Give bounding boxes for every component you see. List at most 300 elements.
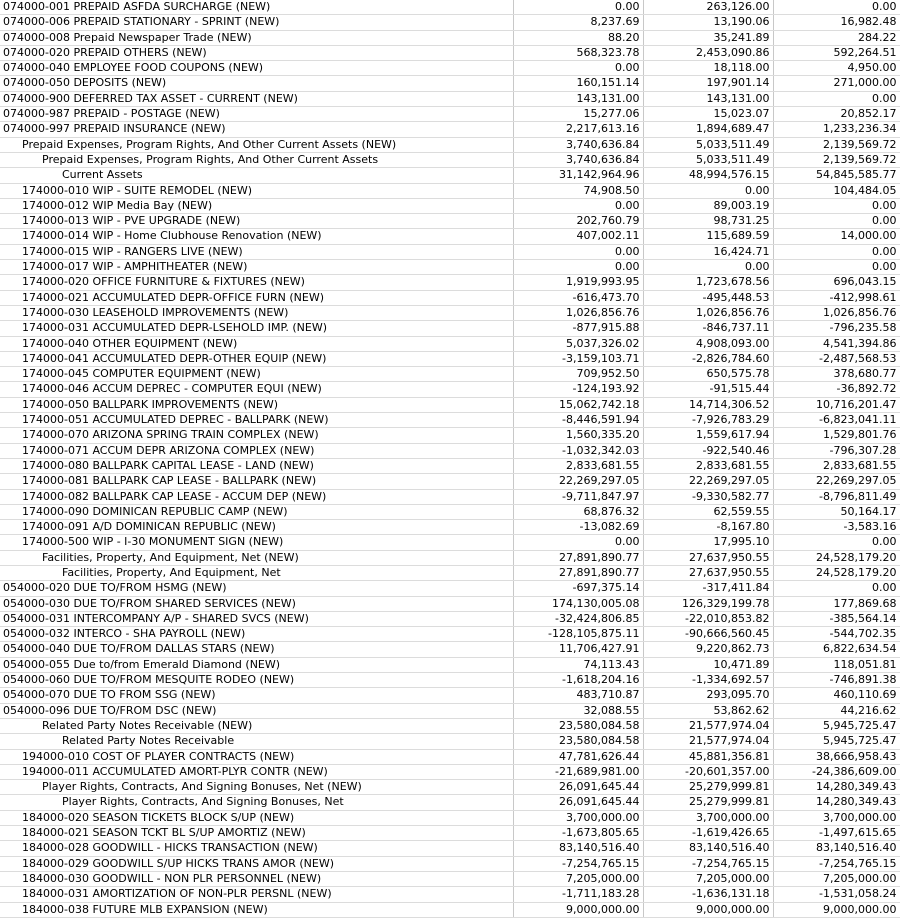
account-label-cell[interactable]: 174000-021 ACCUMULATED DEPR-OFFICE FURN (NEW): [0, 290, 513, 305]
account-label-cell[interactable]: 074000-987 PREPAID - POSTAGE (NEW): [0, 107, 513, 122]
table-row[interactable]: [0, 305, 900, 320]
account-label-cell[interactable]: 074000-040 EMPLOYEE FOOD COUPONS (NEW): [0, 61, 513, 76]
amount-cell-period-1[interactable]: 68,876.32: [513, 504, 643, 519]
amount-cell-period-3[interactable]: 38,666,958.43: [773, 749, 900, 764]
amount-cell-period-3[interactable]: 0.00: [773, 91, 900, 106]
amount-cell-period-3[interactable]: 2,139,569.72: [773, 152, 900, 167]
table-row[interactable]: [0, 734, 900, 749]
table-row[interactable]: [0, 718, 900, 733]
table-row[interactable]: [0, 810, 900, 825]
account-label-cell[interactable]: 054000-060 DUE TO/FROM MESQUITE RODEO (NEW): [0, 673, 513, 688]
amount-cell-period-3[interactable]: 4,950.00: [773, 61, 900, 76]
amount-cell-period-1[interactable]: 7,205,000.00: [513, 871, 643, 886]
amount-cell-period-1[interactable]: 2,833,681.55: [513, 458, 643, 473]
table-row[interactable]: [0, 30, 900, 45]
account-label-cell[interactable]: 054000-070 DUE TO FROM SSG (NEW): [0, 688, 513, 703]
amount-cell-period-2[interactable]: 18,118.00: [643, 61, 773, 76]
amount-cell-period-1[interactable]: -21,689,981.00: [513, 764, 643, 779]
account-label-cell[interactable]: 074000-006 PREPAID STATIONARY - SPRINT (NEW): [0, 15, 513, 30]
amount-cell-period-2[interactable]: 263,126.00: [643, 0, 773, 15]
table-row[interactable]: [0, 611, 900, 626]
amount-cell-period-2[interactable]: 16,424.71: [643, 244, 773, 259]
amount-cell-period-3[interactable]: 0.00: [773, 535, 900, 550]
table-row[interactable]: [0, 15, 900, 30]
table-row[interactable]: [0, 458, 900, 473]
account-label-cell[interactable]: 174000-030 LEASEHOLD IMPROVEMENTS (NEW): [0, 305, 513, 320]
amount-cell-period-2[interactable]: 10,471.89: [643, 657, 773, 672]
amount-cell-period-2[interactable]: 0.00: [643, 260, 773, 275]
amount-cell-period-3[interactable]: 1,233,236.34: [773, 122, 900, 137]
table-row[interactable]: [0, 45, 900, 60]
table-row[interactable]: [0, 214, 900, 229]
amount-cell-period-3[interactable]: -8,796,811.49: [773, 489, 900, 504]
amount-cell-period-3[interactable]: -36,892.72: [773, 382, 900, 397]
amount-cell-period-3[interactable]: -385,564.14: [773, 611, 900, 626]
amount-cell-period-2[interactable]: 197,901.14: [643, 76, 773, 91]
table-row[interactable]: [0, 107, 900, 122]
table-row[interactable]: [0, 290, 900, 305]
amount-cell-period-2[interactable]: -1,619,426.65: [643, 826, 773, 841]
amount-cell-period-3[interactable]: -6,823,041.11: [773, 413, 900, 428]
amount-cell-period-2[interactable]: 1,723,678.56: [643, 275, 773, 290]
amount-cell-period-1[interactable]: 31,142,964.96: [513, 168, 643, 183]
table-row[interactable]: [0, 367, 900, 382]
amount-cell-period-3[interactable]: 50,164.17: [773, 504, 900, 519]
amount-cell-period-1[interactable]: 2,217,613.16: [513, 122, 643, 137]
amount-cell-period-3[interactable]: 592,264.51: [773, 45, 900, 60]
amount-cell-period-2[interactable]: 1,026,856.76: [643, 305, 773, 320]
account-label-cell[interactable]: 074000-900 DEFERRED TAX ASSET - CURRENT (NEW): [0, 91, 513, 106]
amount-cell-period-2[interactable]: 25,279,999.81: [643, 795, 773, 810]
amount-cell-period-1[interactable]: 15,277.06: [513, 107, 643, 122]
amount-cell-period-1[interactable]: 8,237.69: [513, 15, 643, 30]
table-row[interactable]: [0, 260, 900, 275]
table-row[interactable]: [0, 61, 900, 76]
amount-cell-period-3[interactable]: 1,026,856.76: [773, 305, 900, 320]
amount-cell-period-2[interactable]: 15,023.07: [643, 107, 773, 122]
amount-cell-period-2[interactable]: 2,453,090.86: [643, 45, 773, 60]
table-row[interactable]: [0, 168, 900, 183]
account-label-cell[interactable]: 054000-040 DUE TO/FROM DALLAS STARS (NEW): [0, 642, 513, 657]
amount-cell-period-3[interactable]: 177,869.68: [773, 596, 900, 611]
account-label-cell[interactable]: 194000-011 ACCUMULATED AMORT-PLYR CONTR (NEW): [0, 764, 513, 779]
table-row[interactable]: [0, 657, 900, 672]
amount-cell-period-2[interactable]: 35,241.89: [643, 30, 773, 45]
amount-cell-period-3[interactable]: 2,139,569.72: [773, 137, 900, 152]
account-label-cell[interactable]: 174000-080 BALLPARK CAPITAL LEASE - LAND (NEW): [0, 458, 513, 473]
amount-cell-period-2[interactable]: -20,601,357.00: [643, 764, 773, 779]
amount-cell-period-2[interactable]: 115,689.59: [643, 229, 773, 244]
amount-cell-period-1[interactable]: 1,026,856.76: [513, 305, 643, 320]
amount-cell-period-3[interactable]: 284.22: [773, 30, 900, 45]
amount-cell-period-2[interactable]: -7,254,765.15: [643, 856, 773, 871]
amount-cell-period-3[interactable]: 0.00: [773, 581, 900, 596]
table-row[interactable]: [0, 152, 900, 167]
table-row[interactable]: [0, 489, 900, 504]
amount-cell-period-1[interactable]: 32,088.55: [513, 703, 643, 718]
amount-cell-period-3[interactable]: 14,280,349.43: [773, 795, 900, 810]
amount-cell-period-1[interactable]: 0.00: [513, 61, 643, 76]
amount-cell-period-2[interactable]: 45,881,356.81: [643, 749, 773, 764]
amount-cell-period-2[interactable]: 126,329,199.78: [643, 596, 773, 611]
amount-cell-period-1[interactable]: 23,580,084.58: [513, 718, 643, 733]
amount-cell-period-2[interactable]: 1,559,617.94: [643, 428, 773, 443]
amount-cell-period-1[interactable]: -1,711,183.28: [513, 887, 643, 902]
amount-cell-period-1[interactable]: 9,000,000.00: [513, 902, 643, 917]
account-label-cell[interactable]: 074000-020 PREPAID OTHERS (NEW): [0, 45, 513, 60]
account-label-cell[interactable]: 174000-014 WIP - Home Clubhouse Renovation (NEW): [0, 229, 513, 244]
table-row[interactable]: [0, 413, 900, 428]
amount-cell-period-3[interactable]: 0.00: [773, 198, 900, 213]
amount-cell-period-2[interactable]: 83,140,516.40: [643, 841, 773, 856]
amount-cell-period-3[interactable]: 2,833,681.55: [773, 458, 900, 473]
amount-cell-period-2[interactable]: 9,000,000.00: [643, 902, 773, 917]
account-label-cell[interactable]: 074000-008 Prepaid Newspaper Trade (NEW): [0, 30, 513, 45]
amount-cell-period-1[interactable]: 47,781,626.44: [513, 749, 643, 764]
table-row[interactable]: [0, 183, 900, 198]
amount-cell-period-1[interactable]: 26,091,645.44: [513, 780, 643, 795]
account-label-cell[interactable]: 074000-001 PREPAID ASFDA SURCHARGE (NEW): [0, 0, 513, 15]
table-row[interactable]: [0, 673, 900, 688]
amount-cell-period-1[interactable]: 23,580,084.58: [513, 734, 643, 749]
table-row[interactable]: [0, 887, 900, 902]
account-label-cell[interactable]: 184000-020 SEASON TICKETS BLOCK S/UP (NEW): [0, 810, 513, 825]
amount-cell-period-3[interactable]: 0.00: [773, 0, 900, 15]
amount-cell-period-2[interactable]: 650,575.78: [643, 367, 773, 382]
amount-cell-period-1[interactable]: -8,446,591.94: [513, 413, 643, 428]
table-row[interactable]: [0, 91, 900, 106]
table-row[interactable]: [0, 703, 900, 718]
amount-cell-period-3[interactable]: 3,700,000.00: [773, 810, 900, 825]
account-label-cell[interactable]: 054000-030 DUE TO/FROM SHARED SERVICES (NEW): [0, 596, 513, 611]
table-row[interactable]: [0, 550, 900, 565]
table-row[interactable]: [0, 841, 900, 856]
amount-cell-period-1[interactable]: 0.00: [513, 244, 643, 259]
account-label-cell[interactable]: 174000-031 ACCUMULATED DEPR-LSEHOLD IMP. (NEW): [0, 321, 513, 336]
table-row[interactable]: [0, 749, 900, 764]
table-row[interactable]: [0, 244, 900, 259]
table-row[interactable]: [0, 76, 900, 91]
amount-cell-period-2[interactable]: 25,279,999.81: [643, 780, 773, 795]
account-label-cell[interactable]: 184000-029 GOODWILL S/UP HICKS TRANS AMOR (NEW): [0, 856, 513, 871]
amount-cell-period-3[interactable]: 118,051.81: [773, 657, 900, 672]
account-label-cell[interactable]: 174000-045 COMPUTER EQUIPMENT (NEW): [0, 367, 513, 382]
amount-cell-period-2[interactable]: 98,731.25: [643, 214, 773, 229]
amount-cell-period-3[interactable]: -24,386,609.00: [773, 764, 900, 779]
amount-cell-period-3[interactable]: 16,982.48: [773, 15, 900, 30]
table-row[interactable]: [0, 642, 900, 657]
amount-cell-period-1[interactable]: -124,193.92: [513, 382, 643, 397]
amount-cell-period-3[interactable]: -1,531,058.24: [773, 887, 900, 902]
amount-cell-period-1[interactable]: 11,706,427.91: [513, 642, 643, 657]
amount-cell-period-2[interactable]: 4,908,093.00: [643, 336, 773, 351]
account-label-cell[interactable]: Prepaid Expenses, Program Rights, And Other Current Assets: [0, 152, 513, 167]
amount-cell-period-2[interactable]: -9,330,582.77: [643, 489, 773, 504]
table-row[interactable]: [0, 520, 900, 535]
account-label-cell[interactable]: 054000-055 Due to/from Emerald Diamond (NEW): [0, 657, 513, 672]
account-label-cell[interactable]: 074000-050 DEPOSITS (NEW): [0, 76, 513, 91]
amount-cell-period-3[interactable]: -7,254,765.15: [773, 856, 900, 871]
amount-cell-period-2[interactable]: 27,637,950.55: [643, 550, 773, 565]
amount-cell-period-3[interactable]: 1,529,801.76: [773, 428, 900, 443]
amount-cell-period-2[interactable]: -7,926,783.29: [643, 413, 773, 428]
amount-cell-period-2[interactable]: 62,559.55: [643, 504, 773, 519]
amount-cell-period-2[interactable]: -2,826,784.60: [643, 351, 773, 366]
table-row[interactable]: [0, 902, 900, 917]
amount-cell-period-2[interactable]: 53,862.62: [643, 703, 773, 718]
account-label-cell[interactable]: 174000-015 WIP - RANGERS LIVE (NEW): [0, 244, 513, 259]
account-label-cell[interactable]: Current Assets: [0, 168, 513, 183]
amount-cell-period-1[interactable]: -7,254,765.15: [513, 856, 643, 871]
amount-cell-period-1[interactable]: -616,473.70: [513, 290, 643, 305]
table-row[interactable]: [0, 856, 900, 871]
table-row[interactable]: [0, 826, 900, 841]
amount-cell-period-1[interactable]: 22,269,297.05: [513, 474, 643, 489]
amount-cell-period-1[interactable]: 3,740,636.84: [513, 152, 643, 167]
account-label-cell[interactable]: Player Rights, Contracts, And Signing Bonuses, Net: [0, 795, 513, 810]
amount-cell-period-3[interactable]: 44,216.62: [773, 703, 900, 718]
amount-cell-period-2[interactable]: 1,894,689.47: [643, 122, 773, 137]
table-row[interactable]: [0, 229, 900, 244]
amount-cell-period-3[interactable]: 5,945,725.47: [773, 718, 900, 733]
table-row[interactable]: [0, 443, 900, 458]
amount-cell-period-2[interactable]: -8,167.80: [643, 520, 773, 535]
account-label-cell[interactable]: 184000-030 GOODWILL - NON PLR PERSONNEL (NEW): [0, 871, 513, 886]
amount-cell-period-1[interactable]: 202,760.79: [513, 214, 643, 229]
amount-cell-period-3[interactable]: 4,541,394.86: [773, 336, 900, 351]
amount-cell-period-1[interactable]: -1,673,805.65: [513, 826, 643, 841]
amount-cell-period-1[interactable]: 568,323.78: [513, 45, 643, 60]
amount-cell-period-2[interactable]: 3,700,000.00: [643, 810, 773, 825]
amount-cell-period-1[interactable]: 5,037,326.02: [513, 336, 643, 351]
amount-cell-period-3[interactable]: 104,484.05: [773, 183, 900, 198]
account-label-cell[interactable]: 174000-071 ACCUM DEPR ARIZONA COMPLEX (NEW): [0, 443, 513, 458]
amount-cell-period-3[interactable]: 0.00: [773, 260, 900, 275]
amount-cell-period-2[interactable]: 27,637,950.55: [643, 565, 773, 580]
account-label-cell[interactable]: Prepaid Expenses, Program Rights, And Other Current Assets (NEW): [0, 137, 513, 152]
amount-cell-period-2[interactable]: 22,269,297.05: [643, 474, 773, 489]
amount-cell-period-1[interactable]: -877,915.88: [513, 321, 643, 336]
amount-cell-period-3[interactable]: 5,945,725.47: [773, 734, 900, 749]
account-label-cell[interactable]: 174000-040 OTHER EQUIPMENT (NEW): [0, 336, 513, 351]
amount-cell-period-3[interactable]: 0.00: [773, 214, 900, 229]
table-row[interactable]: [0, 474, 900, 489]
amount-cell-period-1[interactable]: -3,159,103.71: [513, 351, 643, 366]
amount-cell-period-3[interactable]: 9,000,000.00: [773, 902, 900, 917]
table-row[interactable]: [0, 137, 900, 152]
account-label-cell[interactable]: 174000-010 WIP - SUITE REMODEL (NEW): [0, 183, 513, 198]
amount-cell-period-1[interactable]: 407,002.11: [513, 229, 643, 244]
amount-cell-period-3[interactable]: 83,140,516.40: [773, 841, 900, 856]
amount-cell-period-1[interactable]: 15,062,742.18: [513, 397, 643, 412]
amount-cell-period-3[interactable]: 54,845,585.77: [773, 168, 900, 183]
amount-cell-period-1[interactable]: 74,113.43: [513, 657, 643, 672]
amount-cell-period-1[interactable]: 83,140,516.40: [513, 841, 643, 856]
table-row[interactable]: [0, 382, 900, 397]
amount-cell-period-3[interactable]: 0.00: [773, 244, 900, 259]
amount-cell-period-2[interactable]: 17,995.10: [643, 535, 773, 550]
amount-cell-period-3[interactable]: 20,852.17: [773, 107, 900, 122]
account-label-cell[interactable]: 174000-070 ARIZONA SPRING TRAIN COMPLEX (NEW): [0, 428, 513, 443]
account-label-cell[interactable]: 174000-012 WIP Media Bay (NEW): [0, 198, 513, 213]
account-label-cell[interactable]: 184000-028 GOODWILL - HICKS TRANSACTION (NEW): [0, 841, 513, 856]
account-label-cell[interactable]: 174000-046 ACCUM DEPREC - COMPUTER EQUI (NEW): [0, 382, 513, 397]
amount-cell-period-2[interactable]: 14,714,306.52: [643, 397, 773, 412]
amount-cell-period-1[interactable]: 0.00: [513, 0, 643, 15]
amount-cell-period-2[interactable]: 5,033,511.49: [643, 152, 773, 167]
amount-cell-period-1[interactable]: 0.00: [513, 535, 643, 550]
table-row[interactable]: [0, 764, 900, 779]
account-label-cell[interactable]: Related Party Notes Receivable: [0, 734, 513, 749]
amount-cell-period-3[interactable]: -412,998.61: [773, 290, 900, 305]
table-row[interactable]: [0, 780, 900, 795]
amount-cell-period-2[interactable]: -22,010,853.82: [643, 611, 773, 626]
account-label-cell[interactable]: 174000-051 ACCUMULATED DEPREC - BALLPARK (NEW): [0, 413, 513, 428]
account-label-cell[interactable]: 174000-050 BALLPARK IMPROVEMENTS (NEW): [0, 397, 513, 412]
account-label-cell[interactable]: 174000-500 WIP - I-30 MONUMENT SIGN (NEW): [0, 535, 513, 550]
amount-cell-period-3[interactable]: 271,000.00: [773, 76, 900, 91]
table-row[interactable]: [0, 627, 900, 642]
account-label-cell[interactable]: 054000-031 INTERCOMPANY A/P - SHARED SVCS (NEW): [0, 611, 513, 626]
amount-cell-period-3[interactable]: 460,110.69: [773, 688, 900, 703]
account-label-cell[interactable]: 174000-091 A/D DOMINICAN REPUBLIC (NEW): [0, 520, 513, 535]
amount-cell-period-3[interactable]: 14,280,349.43: [773, 780, 900, 795]
amount-cell-period-1[interactable]: -13,082.69: [513, 520, 643, 535]
account-label-cell[interactable]: 174000-017 WIP - AMPHITHEATER (NEW): [0, 260, 513, 275]
table-row[interactable]: [0, 428, 900, 443]
table-row[interactable]: [0, 397, 900, 412]
account-label-cell[interactable]: 074000-997 PREPAID INSURANCE (NEW): [0, 122, 513, 137]
amount-cell-period-1[interactable]: 88.20: [513, 30, 643, 45]
account-label-cell[interactable]: 174000-090 DOMINICAN REPUBLIC CAMP (NEW): [0, 504, 513, 519]
table-row[interactable]: [0, 336, 900, 351]
table-row[interactable]: [0, 275, 900, 290]
account-label-cell[interactable]: 174000-020 OFFICE FURNITURE & FIXTURES (NEW): [0, 275, 513, 290]
table-row[interactable]: [0, 581, 900, 596]
amount-cell-period-2[interactable]: 0.00: [643, 183, 773, 198]
amount-cell-period-3[interactable]: -544,702.35: [773, 627, 900, 642]
account-label-cell[interactable]: 174000-081 BALLPARK CAP LEASE - BALLPARK (NEW): [0, 474, 513, 489]
amount-cell-period-1[interactable]: 27,891,890.77: [513, 550, 643, 565]
amount-cell-period-1[interactable]: 1,919,993.95: [513, 275, 643, 290]
amount-cell-period-1[interactable]: 27,891,890.77: [513, 565, 643, 580]
amount-cell-period-2[interactable]: 2,833,681.55: [643, 458, 773, 473]
account-label-cell[interactable]: 054000-032 INTERCO - SHA PAYROLL (NEW): [0, 627, 513, 642]
amount-cell-period-2[interactable]: -1,636,131.18: [643, 887, 773, 902]
account-label-cell[interactable]: 184000-038 FUTURE MLB EXPANSION (NEW): [0, 902, 513, 917]
amount-cell-period-3[interactable]: -3,583.16: [773, 520, 900, 535]
amount-cell-period-2[interactable]: 7,205,000.00: [643, 871, 773, 886]
amount-cell-period-2[interactable]: -91,515.44: [643, 382, 773, 397]
amount-cell-period-1[interactable]: 709,952.50: [513, 367, 643, 382]
table-row[interactable]: [0, 535, 900, 550]
amount-cell-period-2[interactable]: -846,737.11: [643, 321, 773, 336]
amount-cell-period-2[interactable]: 9,220,862.73: [643, 642, 773, 657]
amount-cell-period-1[interactable]: 0.00: [513, 198, 643, 213]
amount-cell-period-2[interactable]: -1,334,692.57: [643, 673, 773, 688]
amount-cell-period-1[interactable]: 0.00: [513, 260, 643, 275]
account-label-cell[interactable]: 174000-013 WIP - PVE UPGRADE (NEW): [0, 214, 513, 229]
table-row[interactable]: [0, 122, 900, 137]
amount-cell-period-3[interactable]: 7,205,000.00: [773, 871, 900, 886]
account-label-cell[interactable]: Facilities, Property, And Equipment, Net: [0, 565, 513, 580]
amount-cell-period-2[interactable]: 143,131.00: [643, 91, 773, 106]
amount-cell-period-3[interactable]: 6,822,634.54: [773, 642, 900, 657]
amount-cell-period-1[interactable]: -128,105,875.11: [513, 627, 643, 642]
amount-cell-period-1[interactable]: 160,151.14: [513, 76, 643, 91]
table-row[interactable]: [0, 351, 900, 366]
amount-cell-period-3[interactable]: -2,487,568.53: [773, 351, 900, 366]
account-label-cell[interactable]: 054000-096 DUE TO/FROM DSC (NEW): [0, 703, 513, 718]
amount-cell-period-2[interactable]: 5,033,511.49: [643, 137, 773, 152]
amount-cell-period-2[interactable]: 89,003.19: [643, 198, 773, 213]
table-row[interactable]: [0, 321, 900, 336]
amount-cell-period-1[interactable]: 483,710.87: [513, 688, 643, 703]
amount-cell-period-2[interactable]: -90,666,560.45: [643, 627, 773, 642]
amount-cell-period-3[interactable]: -796,307.28: [773, 443, 900, 458]
account-label-cell[interactable]: Player Rights, Contracts, And Signing Bonuses, Net (NEW): [0, 780, 513, 795]
account-label-cell[interactable]: 054000-020 DUE TO/FROM HSMG (NEW): [0, 581, 513, 596]
amount-cell-period-2[interactable]: 21,577,974.04: [643, 734, 773, 749]
amount-cell-period-2[interactable]: -495,448.53: [643, 290, 773, 305]
amount-cell-period-1[interactable]: -32,424,806.85: [513, 611, 643, 626]
amount-cell-period-2[interactable]: 13,190.06: [643, 15, 773, 30]
amount-cell-period-2[interactable]: -317,411.84: [643, 581, 773, 596]
amount-cell-period-1[interactable]: 3,700,000.00: [513, 810, 643, 825]
amount-cell-period-3[interactable]: 696,043.15: [773, 275, 900, 290]
account-label-cell[interactable]: 184000-021 SEASON TCKT BL S/UP AMORTIZ (NEW): [0, 826, 513, 841]
table-row[interactable]: [0, 596, 900, 611]
amount-cell-period-2[interactable]: 48,994,576.15: [643, 168, 773, 183]
amount-cell-period-2[interactable]: 21,577,974.04: [643, 718, 773, 733]
account-label-cell[interactable]: Related Party Notes Receivable (NEW): [0, 718, 513, 733]
table-row[interactable]: [0, 871, 900, 886]
amount-cell-period-1[interactable]: -697,375.14: [513, 581, 643, 596]
account-label-cell[interactable]: 174000-041 ACCUMULATED DEPR-OTHER EQUIP (NEW): [0, 351, 513, 366]
amount-cell-period-2[interactable]: -922,540.46: [643, 443, 773, 458]
amount-cell-period-1[interactable]: 3,740,636.84: [513, 137, 643, 152]
table-row[interactable]: [0, 0, 900, 15]
table-row[interactable]: [0, 795, 900, 810]
amount-cell-period-1[interactable]: -1,618,204.16: [513, 673, 643, 688]
amount-cell-period-3[interactable]: 24,528,179.20: [773, 550, 900, 565]
amount-cell-period-1[interactable]: 174,130,005.08: [513, 596, 643, 611]
amount-cell-period-1[interactable]: -1,032,342.03: [513, 443, 643, 458]
amount-cell-period-1[interactable]: 26,091,645.44: [513, 795, 643, 810]
table-row[interactable]: [0, 688, 900, 703]
amount-cell-period-2[interactable]: 293,095.70: [643, 688, 773, 703]
amount-cell-period-1[interactable]: 143,131.00: [513, 91, 643, 106]
amount-cell-period-3[interactable]: 10,716,201.47: [773, 397, 900, 412]
table-row[interactable]: [0, 504, 900, 519]
amount-cell-period-3[interactable]: -796,235.58: [773, 321, 900, 336]
amount-cell-period-3[interactable]: -1,497,615.65: [773, 826, 900, 841]
account-label-cell[interactable]: 184000-031 AMORTIZATION OF NON-PLR PERSNL (NEW): [0, 887, 513, 902]
account-label-cell[interactable]: 194000-010 COST OF PLAYER CONTRACTS (NEW): [0, 749, 513, 764]
amount-cell-period-3[interactable]: 14,000.00: [773, 229, 900, 244]
amount-cell-period-1[interactable]: -9,711,847.97: [513, 489, 643, 504]
table-row[interactable]: [0, 198, 900, 213]
account-label-cell[interactable]: Facilities, Property, And Equipment, Net (NEW): [0, 550, 513, 565]
amount-cell-period-3[interactable]: 24,528,179.20: [773, 565, 900, 580]
amount-cell-period-3[interactable]: -746,891.38: [773, 673, 900, 688]
amount-cell-period-1[interactable]: 74,908.50: [513, 183, 643, 198]
amount-cell-period-3[interactable]: 378,680.77: [773, 367, 900, 382]
table-row[interactable]: [0, 565, 900, 580]
amount-cell-period-1[interactable]: 1,560,335.20: [513, 428, 643, 443]
account-label-cell[interactable]: 174000-082 BALLPARK CAP LEASE - ACCUM DEP (NEW): [0, 489, 513, 504]
amount-cell-period-3[interactable]: 22,269,297.05: [773, 474, 900, 489]
